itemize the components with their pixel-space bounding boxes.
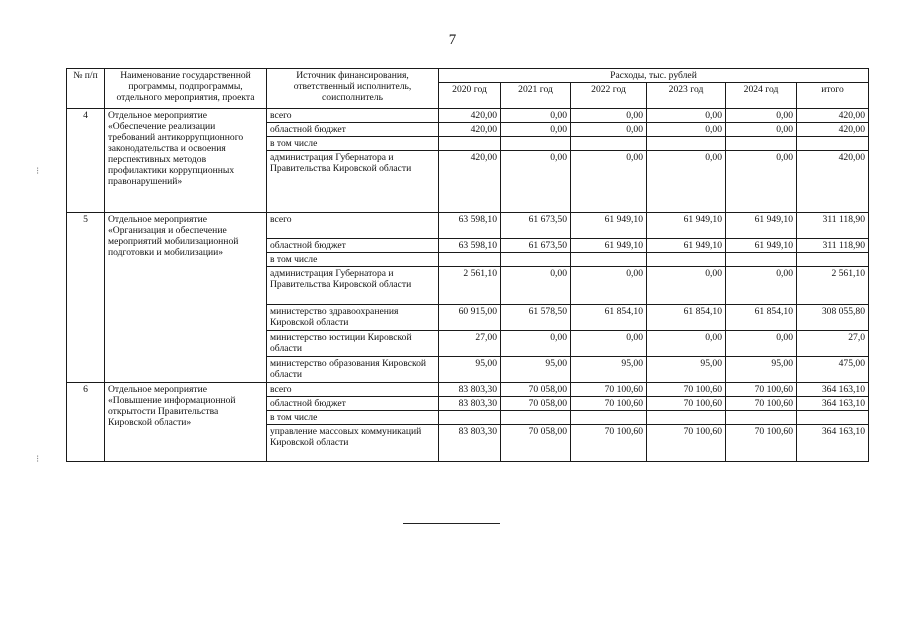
table-row xyxy=(67,213,869,239)
year-amount-cell: 83 803,30 xyxy=(439,383,501,397)
scan-mark: ⁝ xyxy=(36,166,40,177)
scan-mark: ⁝ xyxy=(36,454,40,465)
header-year: 2022 год xyxy=(571,83,647,109)
year-amount-cell: 0,00 xyxy=(647,331,726,357)
row-number: 5 xyxy=(67,213,105,383)
funding-source: всего xyxy=(267,213,439,239)
year-amount-cell: 0,00 xyxy=(501,331,571,357)
year-amount-cell xyxy=(647,253,726,267)
funding-source: администрация Губернатора и Правительства Кировской области xyxy=(267,151,439,213)
header-no: № п/п xyxy=(67,69,105,109)
table-row xyxy=(67,109,869,123)
funding-source: областной бюджет xyxy=(267,239,439,253)
total-cell xyxy=(797,137,869,151)
total-cell: 364 163,10 xyxy=(797,383,869,397)
year-amount-cell xyxy=(501,253,571,267)
year-amount-cell: 70 100,60 xyxy=(726,383,797,397)
year-amount-cell: 70 058,00 xyxy=(501,425,571,462)
year-amount-cell: 27,00 xyxy=(439,331,501,357)
total-cell: 475,00 xyxy=(797,357,869,383)
year-amount-cell: 61 673,50 xyxy=(501,239,571,253)
table-row xyxy=(67,383,869,397)
year-amount-cell: 70 100,60 xyxy=(726,425,797,462)
year-amount-cell: 83 803,30 xyxy=(439,425,501,462)
year-amount-cell: 0,00 xyxy=(726,331,797,357)
year-amount-cell: 0,00 xyxy=(501,267,571,305)
year-amount-cell: 420,00 xyxy=(439,109,501,123)
year-amount-cell: 95,00 xyxy=(647,357,726,383)
funding-source: в том числе xyxy=(267,253,439,267)
year-amount-cell xyxy=(571,137,647,151)
year-amount-cell: 0,00 xyxy=(647,109,726,123)
row-number: 6 xyxy=(67,383,105,462)
year-amount-cell: 70 100,60 xyxy=(571,383,647,397)
year-amount-cell: 95,00 xyxy=(439,357,501,383)
year-amount-cell: 61 578,50 xyxy=(501,305,571,331)
year-amount-cell: 70 058,00 xyxy=(501,397,571,411)
year-amount-cell xyxy=(439,253,501,267)
program-name: Отдельное мероприятие «Обеспечение реализации требований антикоррупционного законодательства и освоения перспективных методов профилактики коррупционных правонарушений» xyxy=(105,109,267,213)
total-cell: 308 055,80 xyxy=(797,305,869,331)
program-name: Отдельное мероприятие «Организация и обеспечение мероприятий мобилизационной подготовки и мобилизации» xyxy=(105,213,267,383)
year-amount-cell: 61 854,10 xyxy=(571,305,647,331)
year-amount-cell: 0,00 xyxy=(571,123,647,137)
header-year: 2023 год xyxy=(647,83,726,109)
year-amount-cell: 61 673,50 xyxy=(501,213,571,239)
year-amount-cell: 0,00 xyxy=(501,123,571,137)
total-cell xyxy=(797,411,869,425)
year-amount-cell: 61 949,10 xyxy=(726,213,797,239)
year-amount-cell: 61 854,10 xyxy=(647,305,726,331)
year-amount-cell: 420,00 xyxy=(439,151,501,213)
funding-source: областной бюджет xyxy=(267,123,439,137)
funding-source: управление массовых коммуникаций Кировской области xyxy=(267,425,439,462)
funding-source: министерство здравоохранения Кировской области xyxy=(267,305,439,331)
funding-source: в том числе xyxy=(267,411,439,425)
year-amount-cell xyxy=(439,137,501,151)
year-amount-cell xyxy=(571,253,647,267)
funding-source: администрация Губернатора и Правительства Кировской области xyxy=(267,267,439,305)
total-cell xyxy=(797,253,869,267)
header-year: 2021 год xyxy=(501,83,571,109)
year-amount-cell xyxy=(647,137,726,151)
year-amount-cell: 420,00 xyxy=(439,123,501,137)
year-amount-cell: 0,00 xyxy=(726,109,797,123)
footer-divider xyxy=(403,523,500,524)
year-amount-cell: 0,00 xyxy=(647,123,726,137)
year-amount-cell: 0,00 xyxy=(571,331,647,357)
year-amount-cell: 0,00 xyxy=(647,151,726,213)
total-cell: 420,00 xyxy=(797,123,869,137)
total-cell: 420,00 xyxy=(797,151,869,213)
year-amount-cell: 0,00 xyxy=(726,267,797,305)
total-cell: 364 163,10 xyxy=(797,425,869,462)
funding-source: министерство образования Кировской области xyxy=(267,357,439,383)
year-amount-cell: 61 949,10 xyxy=(726,239,797,253)
year-amount-cell: 95,00 xyxy=(726,357,797,383)
year-amount-cell: 61 949,10 xyxy=(571,239,647,253)
row-number: 4 xyxy=(67,109,105,213)
table-header xyxy=(67,69,869,109)
year-amount-cell: 61 854,10 xyxy=(726,305,797,331)
header-year: 2020 год xyxy=(439,83,501,109)
year-amount-cell: 70 100,60 xyxy=(726,397,797,411)
header-year: 2024 год xyxy=(726,83,797,109)
total-cell: 364 163,10 xyxy=(797,397,869,411)
year-amount-cell xyxy=(647,411,726,425)
budget-table xyxy=(66,68,869,462)
year-amount-cell: 0,00 xyxy=(571,151,647,213)
year-amount-cell xyxy=(726,137,797,151)
year-amount-cell: 2 561,10 xyxy=(439,267,501,305)
year-amount-cell: 0,00 xyxy=(571,109,647,123)
year-amount-cell: 63 598,10 xyxy=(439,239,501,253)
year-amount-cell xyxy=(726,411,797,425)
year-amount-cell: 95,00 xyxy=(501,357,571,383)
year-amount-cell: 70 100,60 xyxy=(571,425,647,462)
total-cell: 311 118,90 xyxy=(797,213,869,239)
year-amount-cell xyxy=(501,411,571,425)
year-amount-cell: 61 949,10 xyxy=(647,213,726,239)
total-cell: 27,0 xyxy=(797,331,869,357)
total-cell: 2 561,10 xyxy=(797,267,869,305)
year-amount-cell: 70 100,60 xyxy=(647,397,726,411)
year-amount-cell xyxy=(501,137,571,151)
year-amount-cell: 63 598,10 xyxy=(439,213,501,239)
year-amount-cell: 0,00 xyxy=(571,267,647,305)
year-amount-cell xyxy=(439,411,501,425)
year-amount-cell: 61 949,10 xyxy=(647,239,726,253)
header-source: Источник финансирования, ответственный исполнитель, соисполнитель xyxy=(267,69,439,109)
year-amount-cell: 70 100,60 xyxy=(647,425,726,462)
year-amount-cell: 0,00 xyxy=(501,151,571,213)
header-total: итого xyxy=(797,83,869,109)
year-amount-cell: 0,00 xyxy=(726,151,797,213)
year-amount-cell: 60 915,00 xyxy=(439,305,501,331)
year-amount-cell: 0,00 xyxy=(501,109,571,123)
year-amount-cell: 70 100,60 xyxy=(647,383,726,397)
year-amount-cell: 0,00 xyxy=(647,267,726,305)
funding-source: министерство юстиции Кировской области xyxy=(267,331,439,357)
funding-source: всего xyxy=(267,109,439,123)
year-amount-cell: 95,00 xyxy=(571,357,647,383)
total-cell: 311 118,90 xyxy=(797,239,869,253)
page-number: 7 xyxy=(448,32,457,48)
header-expenses: Расходы, тыс. рублей xyxy=(439,69,869,83)
funding-source: всего xyxy=(267,383,439,397)
year-amount-cell: 70 100,60 xyxy=(571,397,647,411)
year-amount-cell: 0,00 xyxy=(726,123,797,137)
year-amount-cell: 83 803,30 xyxy=(439,397,501,411)
header-name: Наименование государственной программы, подпрограммы, отдельного мероприятия, проекта xyxy=(105,69,267,109)
year-amount-cell: 61 949,10 xyxy=(571,213,647,239)
program-name: Отдельное мероприятие «Повышение информационной открытости Правительства Кировской области» xyxy=(105,383,267,462)
table-body xyxy=(67,109,869,462)
total-cell: 420,00 xyxy=(797,109,869,123)
year-amount-cell: 70 058,00 xyxy=(501,383,571,397)
year-amount-cell xyxy=(726,253,797,267)
funding-source: в том числе xyxy=(267,137,439,151)
funding-source: областной бюджет xyxy=(267,397,439,411)
year-amount-cell xyxy=(571,411,647,425)
